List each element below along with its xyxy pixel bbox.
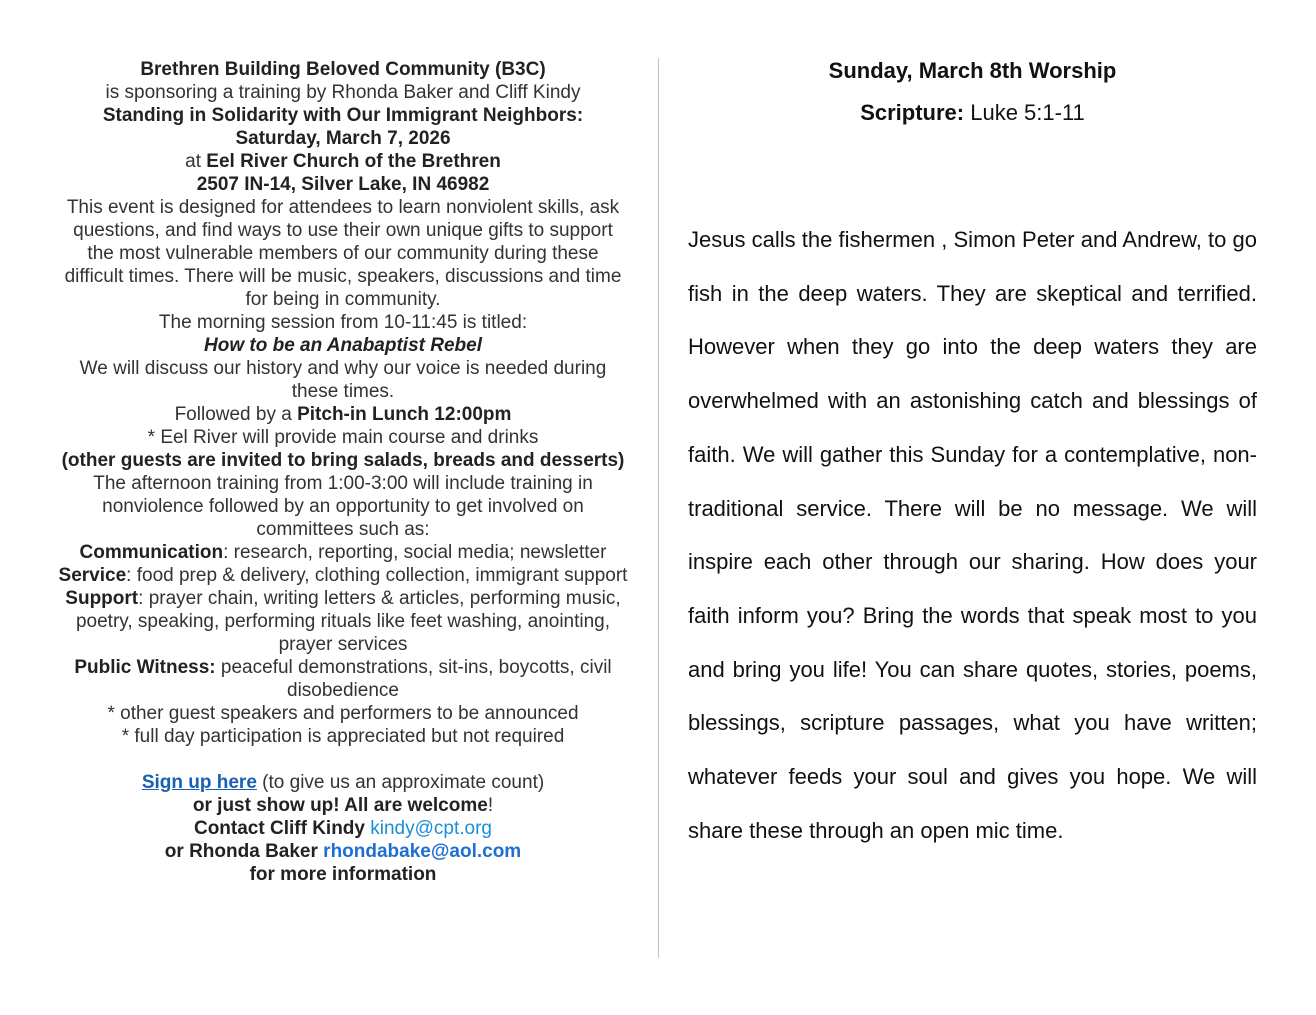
committee-item xyxy=(58,587,628,656)
alt-contact-line xyxy=(58,840,628,863)
signup-line xyxy=(58,771,628,794)
signup-note: (to give us an approximate count) xyxy=(256,772,545,793)
flyer-header: Brethren Building Beloved Community (B3C) xyxy=(140,59,546,80)
participation-note: * full day participation is appreciated but not required xyxy=(121,726,565,747)
committee-name: Communication xyxy=(79,542,224,563)
scripture-reference: Luke 5:1-11 xyxy=(964,100,1085,125)
lunch-note: * Eel River will provide main course and drinks xyxy=(147,427,539,448)
committee-name: Service xyxy=(58,565,127,586)
alt-contact-email-link[interactable]: rhondabake@aol.com xyxy=(323,841,522,862)
worship-section xyxy=(688,58,1257,857)
worship-title: Sunday, March 8th Worship xyxy=(828,58,1117,83)
committee-sep: : xyxy=(138,588,149,609)
morning-session: The morning session from 10-11:45 is titled: xyxy=(158,312,528,333)
worship-description: Jesus calls the fishermen , Simon Peter and Andrew, to go fish in the deep waters. They are skeptical and terrified. However when they go into the deep waters they are overwhelmed with an astonishing catch and blessings of faith. We will gather this Sunday for a contemplative, non-traditional service. There will be no message. We will inspire each other through our sharing. How does your faith inform you? Bring the words that speak most to you and bring you life! You can share quotes, stories, poems, blessings, scripture passages, what you have written; whatever feeds your soul and gives you hope. We will share these through an open mic time. xyxy=(688,227,1257,843)
lunch-invite: (other guests are invited to bring salads, breads and desserts) xyxy=(61,450,625,471)
spacer xyxy=(58,748,628,771)
speakers-note: * other guest speakers and performers to be announced xyxy=(107,703,579,724)
afternoon-session: The afternoon training from 1:00-3:00 will include training in nonviolence followed by an opportunity to get involved on committees such as: xyxy=(93,473,593,540)
more-info: for more information xyxy=(249,864,437,885)
contact-email-link[interactable]: kindy@cpt.org xyxy=(370,818,492,839)
committee-item xyxy=(58,564,628,587)
committee-desc: research, reporting, social media; newsletter xyxy=(233,542,607,563)
morning-description: We will discuss our history and why our voice is needed during these times. xyxy=(79,358,607,402)
lunch-line xyxy=(58,403,628,426)
welcome-line xyxy=(58,794,628,817)
committee-desc: peaceful demonstrations, sit-ins, boycotts, civil disobedience xyxy=(220,657,612,701)
lunch-time: Pitch-in Lunch 12:00pm xyxy=(297,404,512,425)
alt-contact-label: or Rhonda Baker xyxy=(164,841,324,862)
committee-item xyxy=(58,541,628,564)
contact-label: Contact Cliff Kindy xyxy=(193,818,371,839)
location-line xyxy=(58,150,628,173)
event-address: 2507 IN-14, Silver Lake, IN 46982 xyxy=(196,174,490,195)
contact-line xyxy=(58,817,628,840)
event-title: Standing in Solidarity with Our Immigrant Neighbors: xyxy=(102,105,584,126)
column-divider xyxy=(658,58,659,958)
at-prefix: at xyxy=(185,151,207,172)
event-date: Saturday, March 7, 2026 xyxy=(235,128,451,149)
committee-sep: : xyxy=(126,565,137,586)
signup-link[interactable]: Sign up here xyxy=(141,772,257,793)
event-flyer xyxy=(58,58,628,886)
committee-desc: food prep & delivery, clothing collection, immigrant support xyxy=(136,565,628,586)
committee-desc: prayer chain, writing letters & articles, performing music, poetry, speaking, performing rituals like feet washing, anointing, prayer services xyxy=(75,588,621,655)
morning-title: How to be an Anabaptist Rebel xyxy=(204,335,482,356)
sponsoring-line: is sponsoring a training by Rhonda Baker and Cliff Kindy xyxy=(105,82,581,103)
welcome-text: or just show up! All are welcome xyxy=(192,795,488,816)
event-description: This event is designed for attendees to learn nonviolent skills, ask questions, and find ways to use their own unique gifts to support the most vulnerable members of our community during these difficult times. There will be music, speakers, discussions and time for being in community. xyxy=(64,197,622,310)
lunch-prefix: Followed by a xyxy=(174,404,298,425)
committee-name: Public Witness: xyxy=(74,657,216,678)
committee-sep: : xyxy=(223,542,234,563)
welcome-punct: ! xyxy=(487,795,494,816)
committee-name: Support xyxy=(65,588,139,609)
scripture-label: Scripture: xyxy=(860,100,965,125)
location-name: Eel River Church of the Brethren xyxy=(206,151,501,172)
committee-item xyxy=(58,656,628,702)
scripture-line xyxy=(688,100,1257,126)
